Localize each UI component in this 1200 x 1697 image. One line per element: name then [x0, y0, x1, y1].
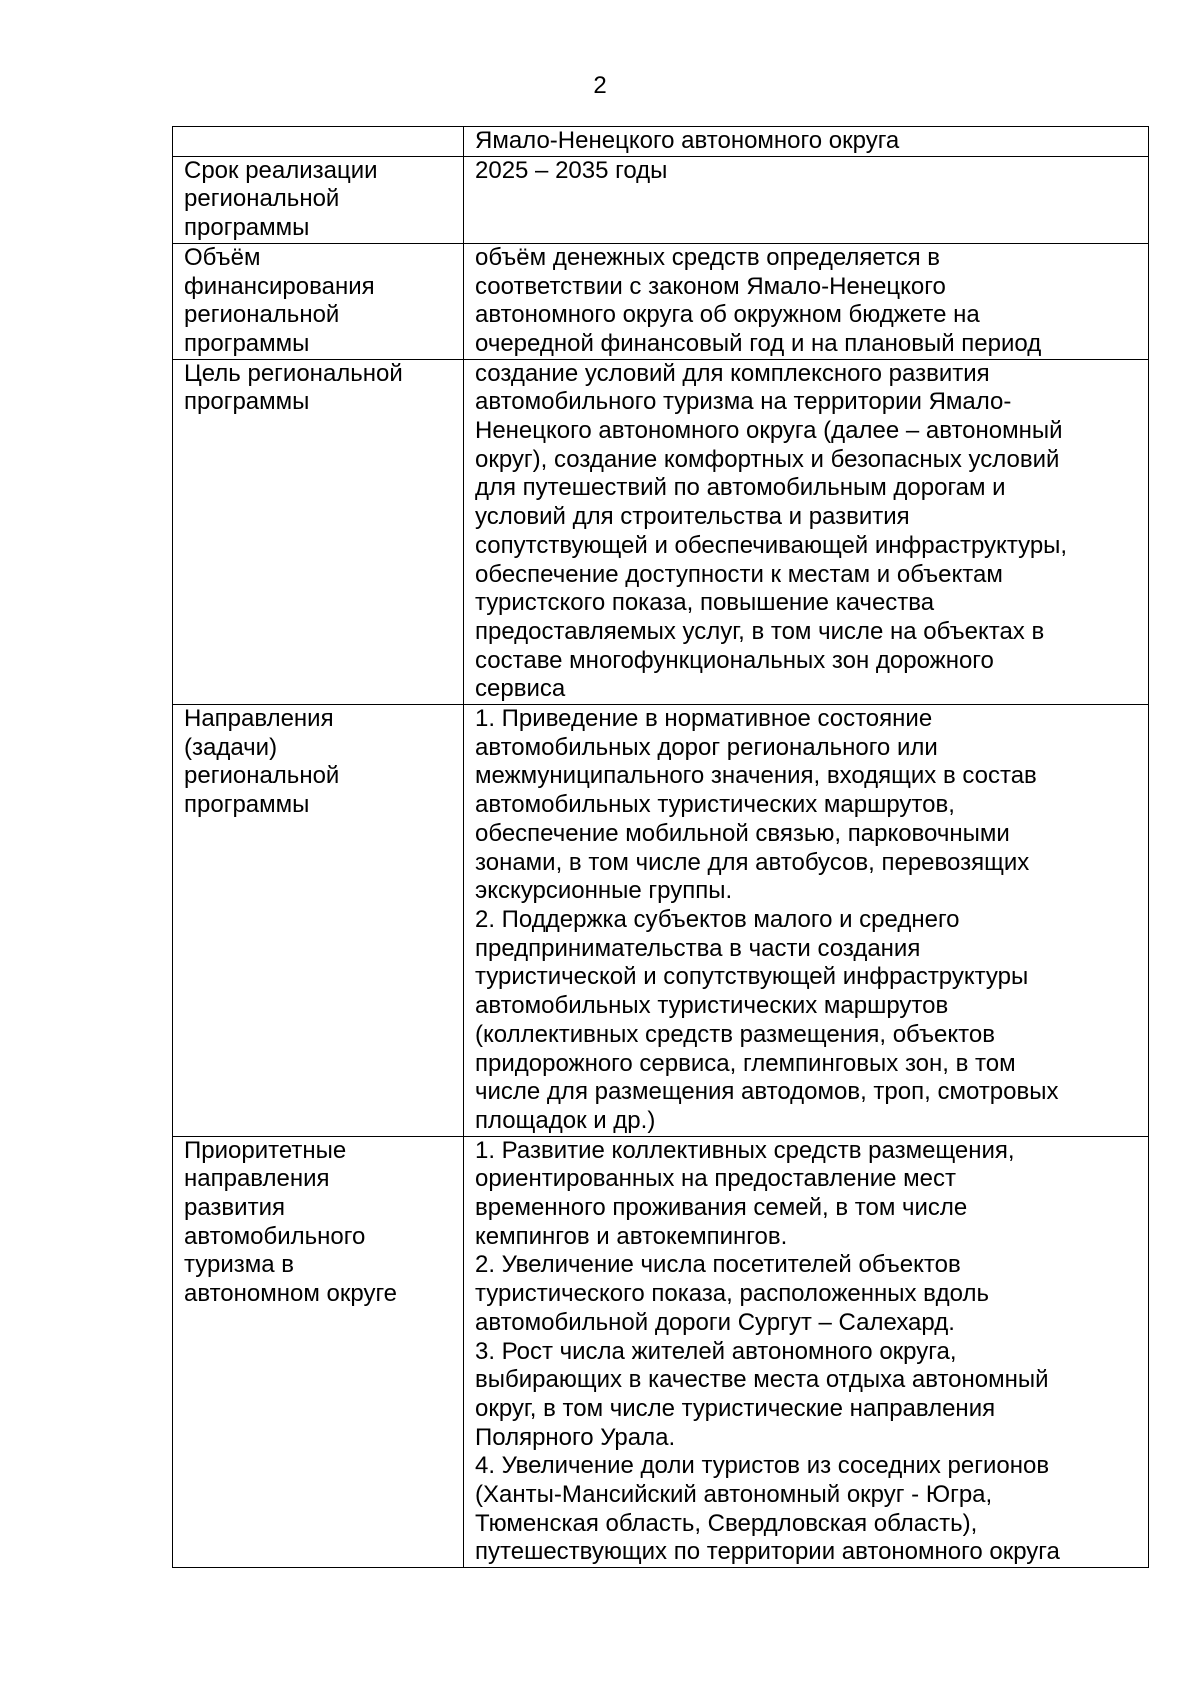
- label-line: региональной: [184, 185, 340, 213]
- label-line: автомобильного: [184, 1222, 366, 1250]
- label-line: программы: [184, 791, 310, 819]
- label-line: (задачи): [184, 733, 278, 761]
- label-line: развития: [184, 1194, 285, 1222]
- label-line: региональной: [184, 301, 340, 329]
- row-label-cell: [173, 1136, 464, 1568]
- page-number: 2: [593, 72, 607, 99]
- value-line: межмуниципального значения, входящих в состав: [475, 762, 1037, 790]
- label-line: автономном округе: [184, 1280, 398, 1308]
- value-line: туристической и сопутствующей инфраструктуры: [475, 963, 1029, 991]
- row-value-cell: [464, 243, 1149, 359]
- table-row: [173, 705, 1149, 1137]
- value-line: Полярного Урала.: [475, 1423, 676, 1451]
- row-value-cell: [464, 359, 1149, 704]
- label-line: туризма в: [184, 1251, 295, 1279]
- value-line: ориентированных на предоставление мест: [475, 1165, 956, 1193]
- value-line: создание условий для комплексного развития: [475, 359, 990, 387]
- value-line: автомобильной дороги Сургут – Салехард.: [475, 1308, 955, 1336]
- value-line: условий для строительства и развития: [475, 503, 910, 531]
- value-line: автомобильных туристических маршрутов,: [475, 791, 955, 819]
- row-label-cell: [173, 127, 464, 157]
- row-label-cell: [173, 156, 464, 243]
- label-line: направления: [184, 1165, 330, 1193]
- row-label-cell: [173, 243, 464, 359]
- value-line: автомобильного туризма на территории Ямало-: [475, 388, 1012, 416]
- value-line: 2. Поддержка субъектов малого и среднего: [475, 905, 960, 933]
- value-line: кемпингов и автокемпингов.: [475, 1222, 788, 1250]
- label-line: программы: [184, 214, 310, 242]
- label-line: Направления: [184, 705, 334, 733]
- value-line: 4. Увеличение доли туристов из соседних регионов: [475, 1452, 1050, 1480]
- value-line: туристического показа, расположенных вдоль: [475, 1280, 989, 1308]
- value-line: 3. Рост числа жителей автономного округа,: [475, 1337, 957, 1365]
- label-line: региональной: [184, 762, 340, 790]
- label-line: финансирования: [184, 272, 375, 300]
- value-line: временного проживания семей, в том числе: [475, 1194, 968, 1222]
- row-label-cell: [173, 705, 464, 1137]
- value-line: Ненецкого автономного округа (далее – автономный: [475, 417, 1063, 445]
- value-line: путешествующих по территории автономного округа: [475, 1538, 1060, 1566]
- value-line: сервиса: [475, 675, 566, 703]
- value-line: числе для размещения автодомов, троп, смотровых: [475, 1078, 1059, 1106]
- value-line: сопутствующей и обеспечивающей инфраструктуры,: [475, 531, 1068, 559]
- value-line: (коллективных средств размещения, объектов: [475, 1020, 995, 1048]
- value-line: обеспечение мобильной связью, парковочными: [475, 819, 1010, 847]
- value-line: соответствии с законом Ямало-Ненецкого: [475, 272, 946, 300]
- table-row: [173, 1136, 1149, 1568]
- value-line: площадок и др.): [475, 1106, 656, 1134]
- value-line: экскурсионные группы.: [475, 877, 733, 905]
- program-passport-table: [172, 126, 1149, 1568]
- value-line: предоставляемых услуг, в том числе на объектах в: [475, 617, 1045, 645]
- value-line: выбирающих в качестве места отдыха автономный: [475, 1366, 1049, 1394]
- row-value-cell: [464, 705, 1149, 1137]
- row-value-cell: [464, 156, 1149, 243]
- table-body: [173, 127, 1149, 1568]
- value-line: зонами, в том числе для автобусов, перевозящих: [475, 848, 1030, 876]
- label-line: Цель региональной: [184, 359, 403, 387]
- value-line: автомобильных дорог регионального или: [475, 733, 938, 761]
- value-line: автономного округа об окружном бюджете на: [475, 301, 980, 329]
- row-value-cell: [464, 1136, 1149, 1568]
- value-line: округ), создание комфортных и безопасных условий: [475, 445, 1060, 473]
- value-line: 2. Увеличение числа посетителей объектов: [475, 1251, 961, 1279]
- value-line: составе многофункциональных зон дорожного: [475, 646, 994, 674]
- table-row: [173, 243, 1149, 359]
- value-line: (Ханты-Мансийский автономный округ - Югра,: [475, 1481, 993, 1509]
- table-row: [173, 156, 1149, 243]
- label-line: программы: [184, 329, 310, 357]
- row-label-cell: [173, 359, 464, 704]
- label-line: Срок реализации: [184, 156, 378, 184]
- value-line: обеспечение доступности к местам и объектам: [475, 560, 1003, 588]
- value-line: очередной финансовый год и на плановый период: [475, 329, 1042, 357]
- value-line: объём денежных средств определяется в: [475, 243, 941, 271]
- value-line: придорожного сервиса, глемпинговых зон, в том: [475, 1049, 1016, 1077]
- label-line: Приоритетные: [184, 1136, 347, 1164]
- value-line: Ямало-Ненецкого автономного округа: [475, 127, 900, 154]
- value-line: округ, в том числе туристические направления: [475, 1394, 996, 1422]
- value-line: 2025 – 2035 годы: [475, 156, 668, 184]
- value-line: Тюменская область, Свердловская область),: [475, 1509, 978, 1537]
- table-row: [173, 127, 1149, 157]
- label-line: Объём: [184, 243, 261, 271]
- table-row: [173, 359, 1149, 704]
- label-line: программы: [184, 388, 310, 416]
- value-line: 1. Развитие коллективных средств размещения,: [475, 1136, 1015, 1164]
- value-line: туристского показа, повышение качества: [475, 589, 935, 617]
- row-value-cell: [464, 127, 1149, 157]
- value-line: 1. Приведение в нормативное состояние: [475, 705, 933, 733]
- value-line: предпринимательства в части создания: [475, 934, 921, 962]
- value-line: автомобильных туристических маршрутов: [475, 992, 949, 1020]
- value-line: для путешествий по автомобильным дорогам и: [475, 474, 1006, 502]
